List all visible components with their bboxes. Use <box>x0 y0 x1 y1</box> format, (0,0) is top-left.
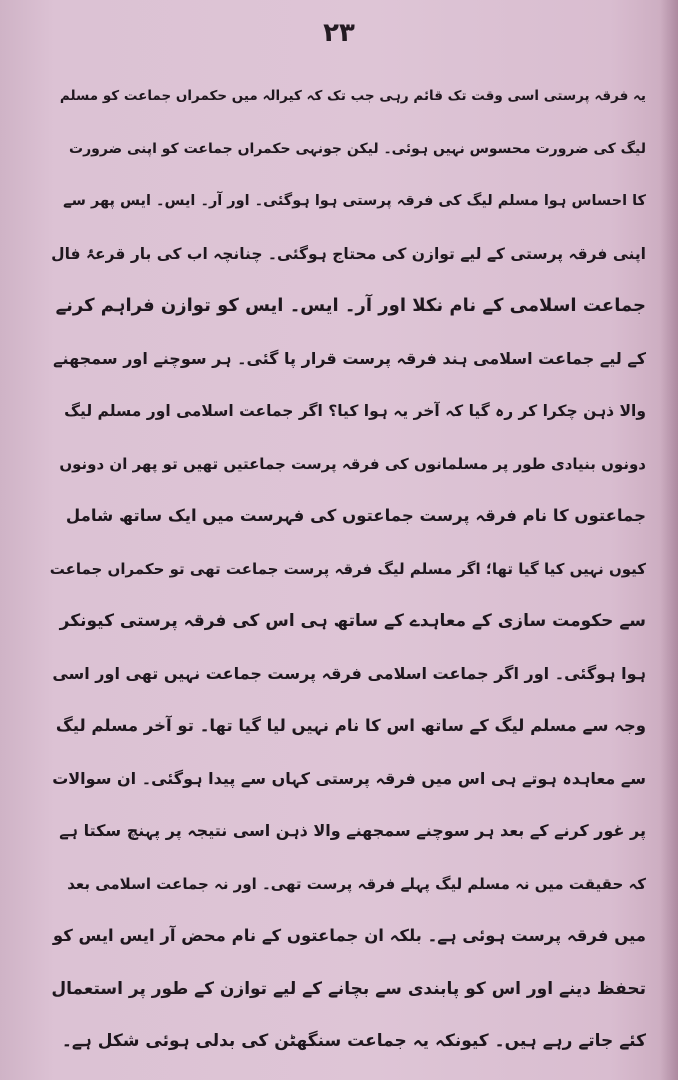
text-line-7: والا ذہن چکرا کر رہ گیا کہ آخر یہ ہوا کیا؟ اگر جماعت اسلامی اور مسلم لیگ <box>64 402 646 420</box>
text-line-14: سے معاہدہ ہوتے ہی اس میں فرقہ پرستی کہاں سے پیدا ہوگئی۔ ان سوالات <box>52 768 646 788</box>
text-line-4: اپنی فرقہ پرستی کے لیے توازن کی محتاج ہوگئی۔ چنانچہ اب کی بار قرعۂ فال <box>51 244 646 263</box>
text-line-18: تحفظ دینے اور اس کو پابندی سے بچانے کے لیے توازن کے طور پر استعمال <box>51 978 646 999</box>
text-line-10: کیوں نہیں کیا گیا تھا؛ اگر مسلم لیگ فرقہ پرست جماعت تھی تو حکمراں جماعت <box>50 559 646 578</box>
page-edge-shadow <box>660 0 678 1080</box>
page-number: ۲۳ <box>323 18 355 48</box>
text-line-13: وجہ سے مسلم لیگ کے ساتھ اس کا نام نہیں لیا گیا تھا۔ تو آخر مسلم لیگ <box>55 716 646 735</box>
text-line-16: کہ حقیقت میں نہ مسلم لیگ پہلے فرقہ پرست تھی۔ اور نہ جماعت اسلامی بعد <box>67 874 646 893</box>
text-line-17: میں فرقہ پرست ہوئی ہے۔ بلکہ ان جماعتوں کے نام محض آر ایس ایس کو <box>52 926 646 945</box>
text-line-2: لیگ کی ضرورت محسوس نہیں ہوئی۔ لیکن جونہی حکمراں جماعت کو اپنی ضرورت <box>69 140 646 157</box>
body-text <box>50 70 646 1068</box>
text-line-19: کئے جاتے رہے ہیں۔ کیونکہ یہ جماعت سنگھٹن کی بدلی ہوئی شکل ہے۔ <box>61 1031 646 1051</box>
text-line-11: سے حکومت سازی کے معاہدے کے ساتھ ہی اس کی فرقہ پرستی کیونکر <box>59 611 646 631</box>
text-line-15: پر غور کرنے کے بعد ہر سوچنے سمجھنے والا ذہن اسی نتیجہ پر پہنچ سکتا ہے <box>59 821 646 840</box>
text-line-5: جماعت اسلامی کے نام نکلا اور آر۔ ایس۔ ایس کو توازن فراہم کرنے <box>55 295 646 316</box>
text-line-9: جماعتوں کا نام فرقہ پرست جماعتوں کی فہرست میں ایک ساتھ شامل <box>65 506 646 525</box>
text-line-3: کا احساس ہوا مسلم لیگ کی فرقہ پرستی ہوا ہوگئی۔ اور آر۔ ایس۔ ایس پھر سے <box>63 193 646 209</box>
text-line-8: دونوں بنیادی طور پر مسلمانوں کی فرقہ پرست جماعتیں تھیں تو پھر ان دونوں <box>59 454 646 473</box>
text-line-6: کے لیے جماعت اسلامی ہند فرقہ پرست قرار پا گئی۔ ہر سوچنے اور سمجھنے <box>53 348 646 368</box>
text-line-12: ہوا ہوگئی۔ اور اگر جماعت اسلامی فرقہ پرست جماعت نہیں تھی اور اسی <box>52 663 646 683</box>
text-line-1: یہ فرقہ پرستی اسی وقت تک قائم رہی جب تک کہ کیرالہ میں حکمراں جماعت کو مسلم <box>59 88 646 104</box>
